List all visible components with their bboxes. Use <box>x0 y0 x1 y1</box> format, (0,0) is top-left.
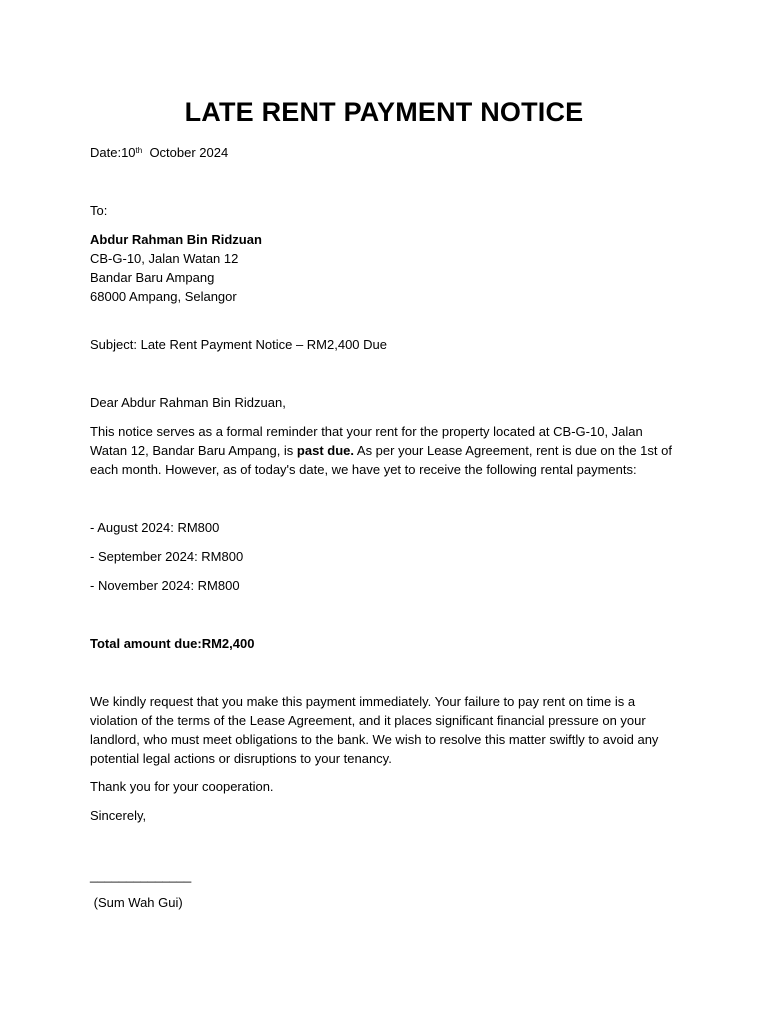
to-label: To: <box>90 203 108 218</box>
payment-item: - August 2024: RM800 <box>90 520 220 535</box>
closing-line: Sincerely, <box>90 808 147 823</box>
address-line: 68000 Ampang, Selangor <box>90 289 237 304</box>
thanks-line: Thank you for your cooperation. <box>90 779 274 794</box>
total-amount-due: Total amount due:RM2,400 <box>90 636 255 651</box>
date-line <box>90 143 228 162</box>
signature-line: ______________ <box>90 868 192 883</box>
address-line: Bandar Baru Ampang <box>90 270 215 285</box>
intro-text-part2: As per your Lease Agreement, rent is due on the 1st of each month. However, as of today's date, we have yet to receive the following rental payments: <box>90 443 672 477</box>
recipient-name: Abdur Rahman Bin Ridzuan <box>90 232 262 247</box>
document-title: LATE RENT PAYMENT NOTICE <box>184 97 584 127</box>
salutation: Dear Abdur Rahman Bin Ridzuan, <box>90 395 286 410</box>
date-suffix: th <box>135 146 143 155</box>
subject-line: Subject: Late Rent Payment Notice – RM2,400 Due <box>90 337 387 352</box>
request-paragraph: We kindly request that you make this payment immediately. Your failure to pay rent on time is a violation of the terms of the Lease Agreement, and it places significant financial pressure on your landlord, who must meet obligations to the bank. We wish to resolve this matter swiftly to avoid any potential legal actions or disruptions to your tenancy. <box>90 694 659 766</box>
date-label: Date:10 <box>90 145 136 160</box>
payment-item: - September 2024: RM800 <box>90 549 244 564</box>
intro-text-part1: This notice serves as a formal reminder that your rent for the property located at CB-G-10, Jalan Watan 12, Bandar Baru Ampang, is <box>90 424 643 458</box>
address-line: CB-G-10, Jalan Watan 12 <box>90 251 239 266</box>
past-due-emphasis: past due. <box>296 443 354 458</box>
date-rest: October 2024 <box>142 145 229 160</box>
signatory-name: (Sum Wah Gui) <box>90 895 183 910</box>
intro-paragraph <box>90 422 680 479</box>
payment-item: - November 2024: RM800 <box>90 578 240 593</box>
